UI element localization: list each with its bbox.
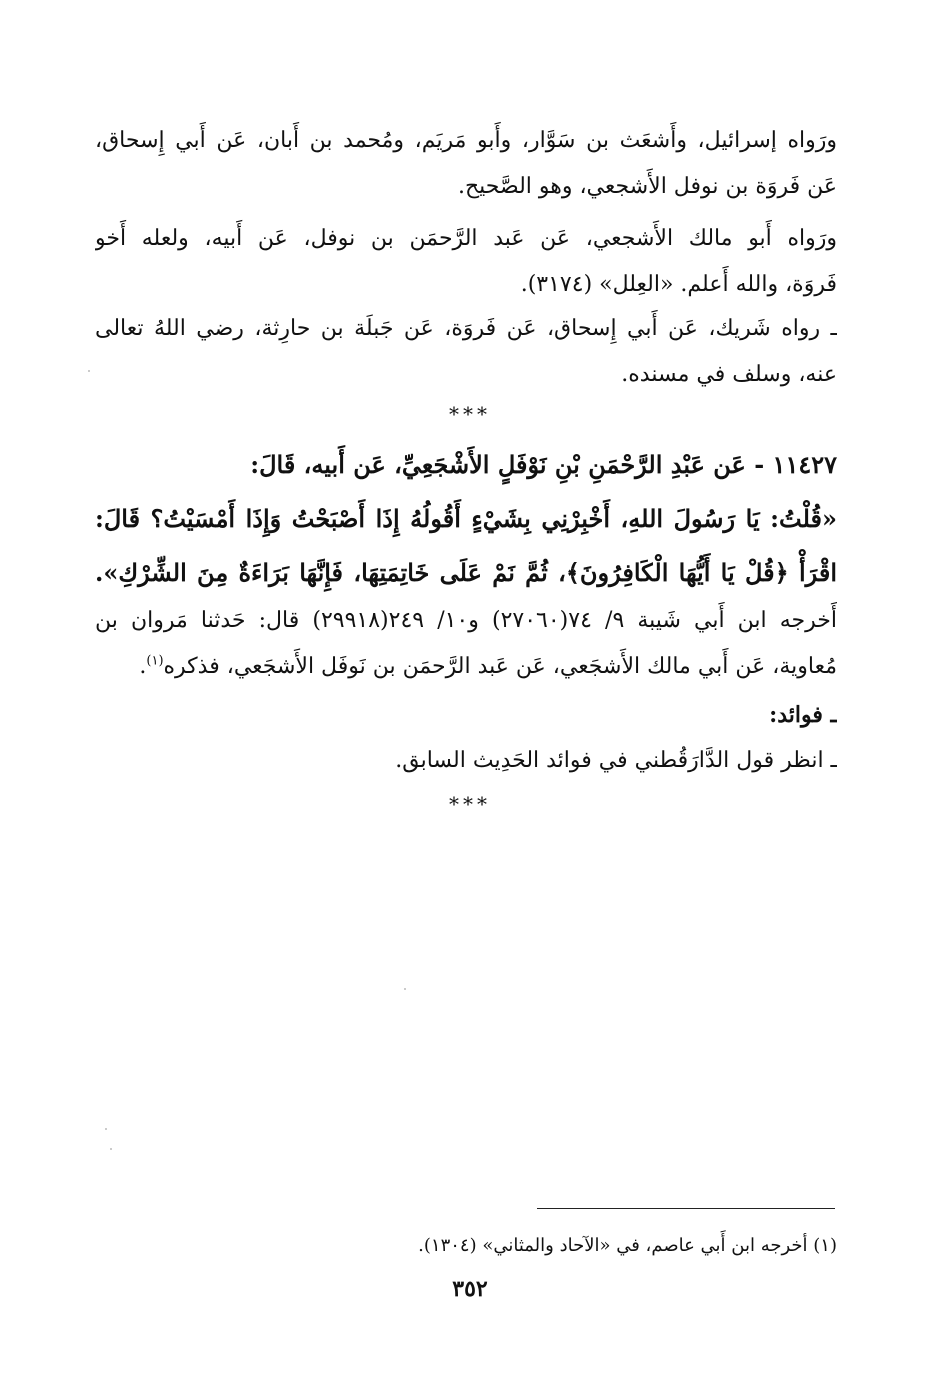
scan-speck <box>110 1148 112 1150</box>
footnote-divider <box>537 1208 835 1209</box>
paragraph-line: عنه، وسلف في مسنده. <box>621 362 837 387</box>
fawaid-heading: ـ فوائد: <box>769 702 837 728</box>
paragraph-line: فَروَة، والله أَعلم. «العِلل» (٣١٧٤). <box>520 272 837 297</box>
paragraph-line: ورَواه أَبو مالك الأَشجعي، عَن عَبد الرَّحمَن بن نوفل، عَن أَبيه، ولعله أَخو <box>95 226 837 251</box>
scan-speck <box>88 370 90 372</box>
footnote-reference[interactable]: (١) <box>146 653 164 669</box>
takhrij-line-text: مُعاوية، عَن أَبي مالك الأَشجَعي، عَن عَبد الرَّحمَن بن نَوفَل الأَشجَعي، فذكره <box>163 654 837 679</box>
hadith-line: ١١٤٢٧ - عَن عَبْدِ الرَّحْمَنِ بْنِ نَوْفَلٍ الأَشْجَعِيِّ، عَن أَبيه، قَالَ: <box>250 450 837 479</box>
hadith-line: «قُلْتُ: يَا رَسُولَ اللهِ، أَخْبِرْنِي بِشَيْءٍ أَقُولُهُ إِذَا أَصْبَحْتُ وَإِذَا أَمْسَيْتُ؟ قَالَ: <box>95 504 837 533</box>
fawaid-section <box>95 692 837 784</box>
paragraph-line: ـ رواه شَريك، عَن أَبي إِسحاق، عَن فَروَة، عَن جَبلَة بن حارِثة، رضي اللهُ تعالى <box>95 316 837 341</box>
paragraph-2 <box>95 216 837 308</box>
paragraph-3 <box>95 306 837 398</box>
scan-speck <box>105 1128 107 1130</box>
takhrij-line <box>95 644 837 690</box>
footnote: (١) أخرجه ابن أَبي عاصم، في «الآحاد والمثاني» (١٣٠٤). <box>418 1235 837 1256</box>
takhrij-line-end: . <box>139 654 147 679</box>
takhrij-line: أَخرجه ابن أَبي شَيبة ٩/ ٧٤(٢٧٠٦٠) و١٠/ ٢٤٩(٢٩٩١٨) قال: حَدثنا مَروان بن <box>95 608 837 633</box>
paragraph-1 <box>95 118 837 210</box>
section-separator: *** <box>449 792 491 816</box>
paragraph-line: عَن فَروَة بن نوفل الأَشجعي، وهو الصَّحيح. <box>457 174 837 199</box>
hadith-line: اقْرَأْ ﴿قُلْ يَا أَيُّهَا الْكَافِرُونَ﴾، ثُمَّ نَمْ عَلَى خَاتِمَتِهَا، فَإِنَّهَا بَرَاءَةٌ مِنَ الشِّرْكِ». <box>95 558 837 587</box>
section-separator: *** <box>449 402 491 426</box>
page-number: ٣٥٢ <box>452 1276 488 1302</box>
fawaid-line: ـ انظر قول الدَّارَقُطني في فوائد الحَدِيث السابق. <box>395 748 837 773</box>
takhrij-paragraph <box>95 598 837 690</box>
scan-speck <box>404 988 406 990</box>
paragraph-line: ورَواه إسرائيل، وأَشعَث بن سَوَّار، وأَبو مَريَم، ومُحمد بن أَبان، عَن أَبي إِسحاق، <box>95 128 837 153</box>
hadith-text <box>95 438 837 600</box>
